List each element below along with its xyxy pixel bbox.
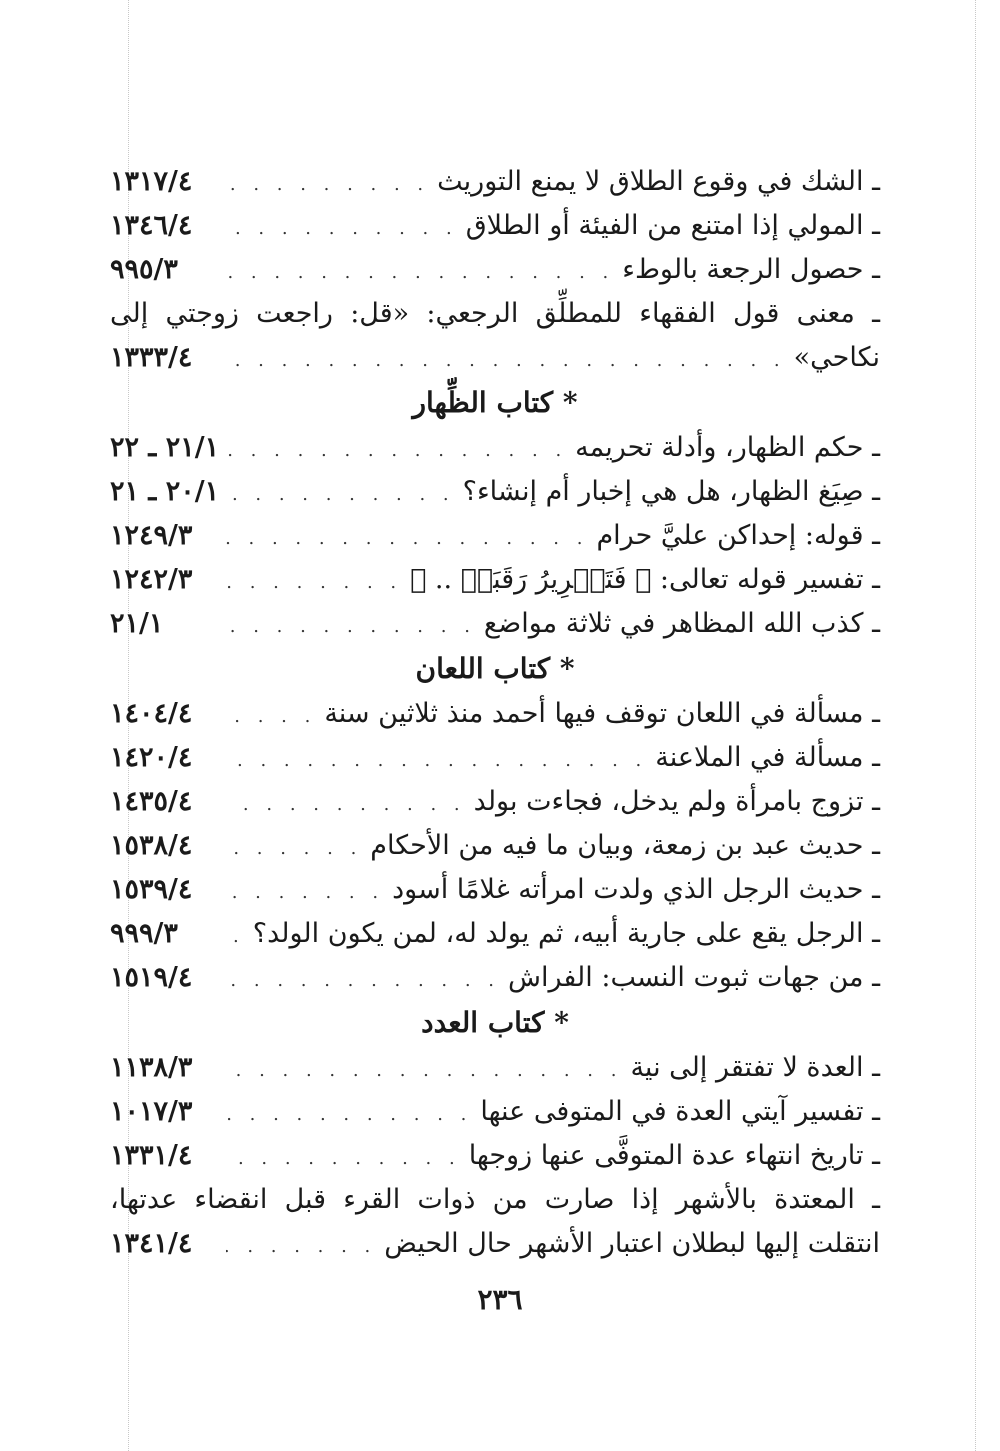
entry-text-line: ـ المعتدة بالأشهر إذا صارت من ذوات القرء قبل انقضاء عدتها، [110, 1184, 880, 1215]
entry-text-line: ـ معنى قول الفقهاء للمطلِّق الرجعي: «قل: راجعت زوجتي إلى [110, 298, 880, 329]
index-entry [110, 470, 880, 514]
index-entry [110, 160, 880, 204]
entry-text: ـ العدة لا تفتقر إلى نية [630, 1052, 880, 1083]
leader-dots [226, 915, 245, 959]
index-entry [110, 1090, 880, 1134]
index-entry [110, 602, 880, 646]
entry-page-ref: ٩٩٩/٣ [110, 918, 178, 949]
entry-page-ref: ١٣٤٦/٤ [110, 210, 193, 241]
leader-dots [226, 1049, 622, 1093]
leader-dots [226, 605, 476, 649]
entry-text: ـ الرجل يقع على جارية أبيه، ثم يولد له، لمن يكون الولد؟ [252, 918, 880, 949]
section-title: * كتاب العدد [421, 1006, 569, 1039]
entry-text: ـ المولي إذا امتنع من الفيئة أو الطلاق [465, 210, 880, 241]
leader-dots [226, 1225, 376, 1269]
leader-dots [226, 1093, 472, 1137]
entry-text: ـ تفسير قوله تعالى: ﴿ فَتَحۡرِيرُ رَقَبَةٖ .. ﴾ [410, 564, 880, 595]
leader-dots [226, 695, 316, 739]
entry-page-ref: ٩٩٥/٣ [110, 254, 178, 285]
leader-dots [226, 251, 614, 295]
index-entry [110, 204, 880, 248]
leader-dots [226, 827, 362, 871]
entry-page-ref: ١٣٣١/٤ [110, 1140, 193, 1171]
margin-guide-right [975, 0, 976, 1451]
section-title: * كتاب الظِّهار [412, 386, 578, 419]
entry-page-ref: ٢٠/١ ـ ٢١ [110, 476, 220, 507]
entry-page-ref: ١٣١٧/٤ [110, 166, 193, 197]
entry-text: ـ حصول الرجعة بالوطء [622, 254, 880, 285]
entry-text: ـ حكم الظهار، وأدلة تحريمه [575, 432, 880, 463]
entry-text: ـ قوله: إحداكن عليَّ حرام [596, 520, 880, 551]
entry-text: ـ حديث عبد بن زمعة، وبيان ما فيه من الأحكام [370, 830, 880, 861]
index-entry [110, 558, 880, 602]
entry-page-ref: ١٢٤٢/٣ [110, 564, 193, 595]
leader-dots [227, 429, 567, 473]
index-entry [110, 956, 880, 1000]
entry-text: ـ مسألة في اللعان توقف فيها أحمد منذ ثلاثين سنة [324, 698, 880, 729]
entry-text: ـ الشك في وقوع الطلاق لا يمنع التوريث [437, 166, 880, 197]
index-entry [110, 692, 880, 736]
entry-page-ref: ١٢٤٩/٣ [110, 520, 193, 551]
index-entry [110, 1046, 880, 1090]
index-entry [110, 912, 880, 956]
index-entry [110, 514, 880, 558]
leader-dots [226, 783, 466, 827]
leader-dots [226, 1137, 461, 1181]
leader-dots [226, 517, 588, 561]
index-entry [110, 780, 880, 824]
entry-text: ـ تاريخ انتهاء عدة المتوفَّى عنها زوجها [468, 1140, 880, 1171]
leader-dots [227, 473, 455, 517]
index-section [110, 380, 880, 646]
entry-page-ref: ١٠١٧/٣ [110, 1096, 193, 1127]
entry-text: ـ تفسير آيتي العدة في المتوفى عنها [480, 1096, 880, 1127]
page-number: ٢٣٦ [477, 1283, 523, 1316]
index-section [110, 160, 880, 380]
entry-page-ref: ٢١/١ [110, 608, 164, 639]
entry-page-ref: ١١٣٨/٣ [110, 1052, 193, 1083]
leader-dots [226, 739, 647, 783]
index-entry [110, 824, 880, 868]
index-entry [110, 1222, 880, 1266]
index-entry [110, 1134, 880, 1178]
leader-dots [226, 207, 458, 251]
section-title: * كتاب اللعان [415, 652, 575, 685]
entry-text: ـ تزوج بامرأة ولم يدخل، فجاءت بولد [473, 786, 880, 817]
leader-dots [226, 561, 402, 605]
entry-page-ref: ١٥١٩/٤ [110, 962, 193, 993]
entry-text: ـ كذب الله المظاهر في ثلاثة مواضع [483, 608, 880, 639]
index-entry [110, 426, 880, 470]
entry-page-ref: ١٥٣٩/٤ [110, 874, 193, 905]
index-section [110, 1000, 880, 1266]
entry-page-ref: ٢١/١ ـ ٢٢ [110, 432, 220, 463]
leader-dots [226, 959, 500, 1003]
entry-text-continuation: انتقلت إليها لبطلان اعتبار الأشهر حال الحيض [384, 1228, 880, 1259]
entry-text: ـ صِيَغ الظهار، هل هي إخبار أم إنشاء؟ [462, 476, 880, 507]
entry-text: ـ من جهات ثبوت النسب: الفراش [508, 962, 880, 993]
entry-text: ـ مسألة في الملاعنة [655, 742, 880, 773]
index-entry [110, 736, 880, 780]
index-entry [110, 248, 880, 292]
index-entry [110, 868, 880, 912]
leader-dots [226, 339, 786, 383]
entry-page-ref: ١٤٣٥/٤ [110, 786, 193, 817]
entry-page-ref: ١٤٢٠/٤ [110, 742, 193, 773]
index-page [110, 160, 880, 1266]
leader-dots [226, 871, 384, 915]
entry-page-ref: ١٣٣٣/٤ [110, 342, 193, 373]
entry-page-ref: ١٣٤١/٤ [110, 1228, 193, 1259]
index-section [110, 646, 880, 1000]
entry-page-ref: ١٥٣٨/٤ [110, 830, 193, 861]
index-entry [110, 336, 880, 380]
entry-page-ref: ١٤٠٤/٤ [110, 698, 193, 729]
leader-dots [226, 163, 429, 207]
entry-text-continuation: نكاحي» [793, 342, 880, 373]
entry-text: ـ حديث الرجل الذي ولدت امرأته غلامًا أسود [392, 874, 880, 905]
